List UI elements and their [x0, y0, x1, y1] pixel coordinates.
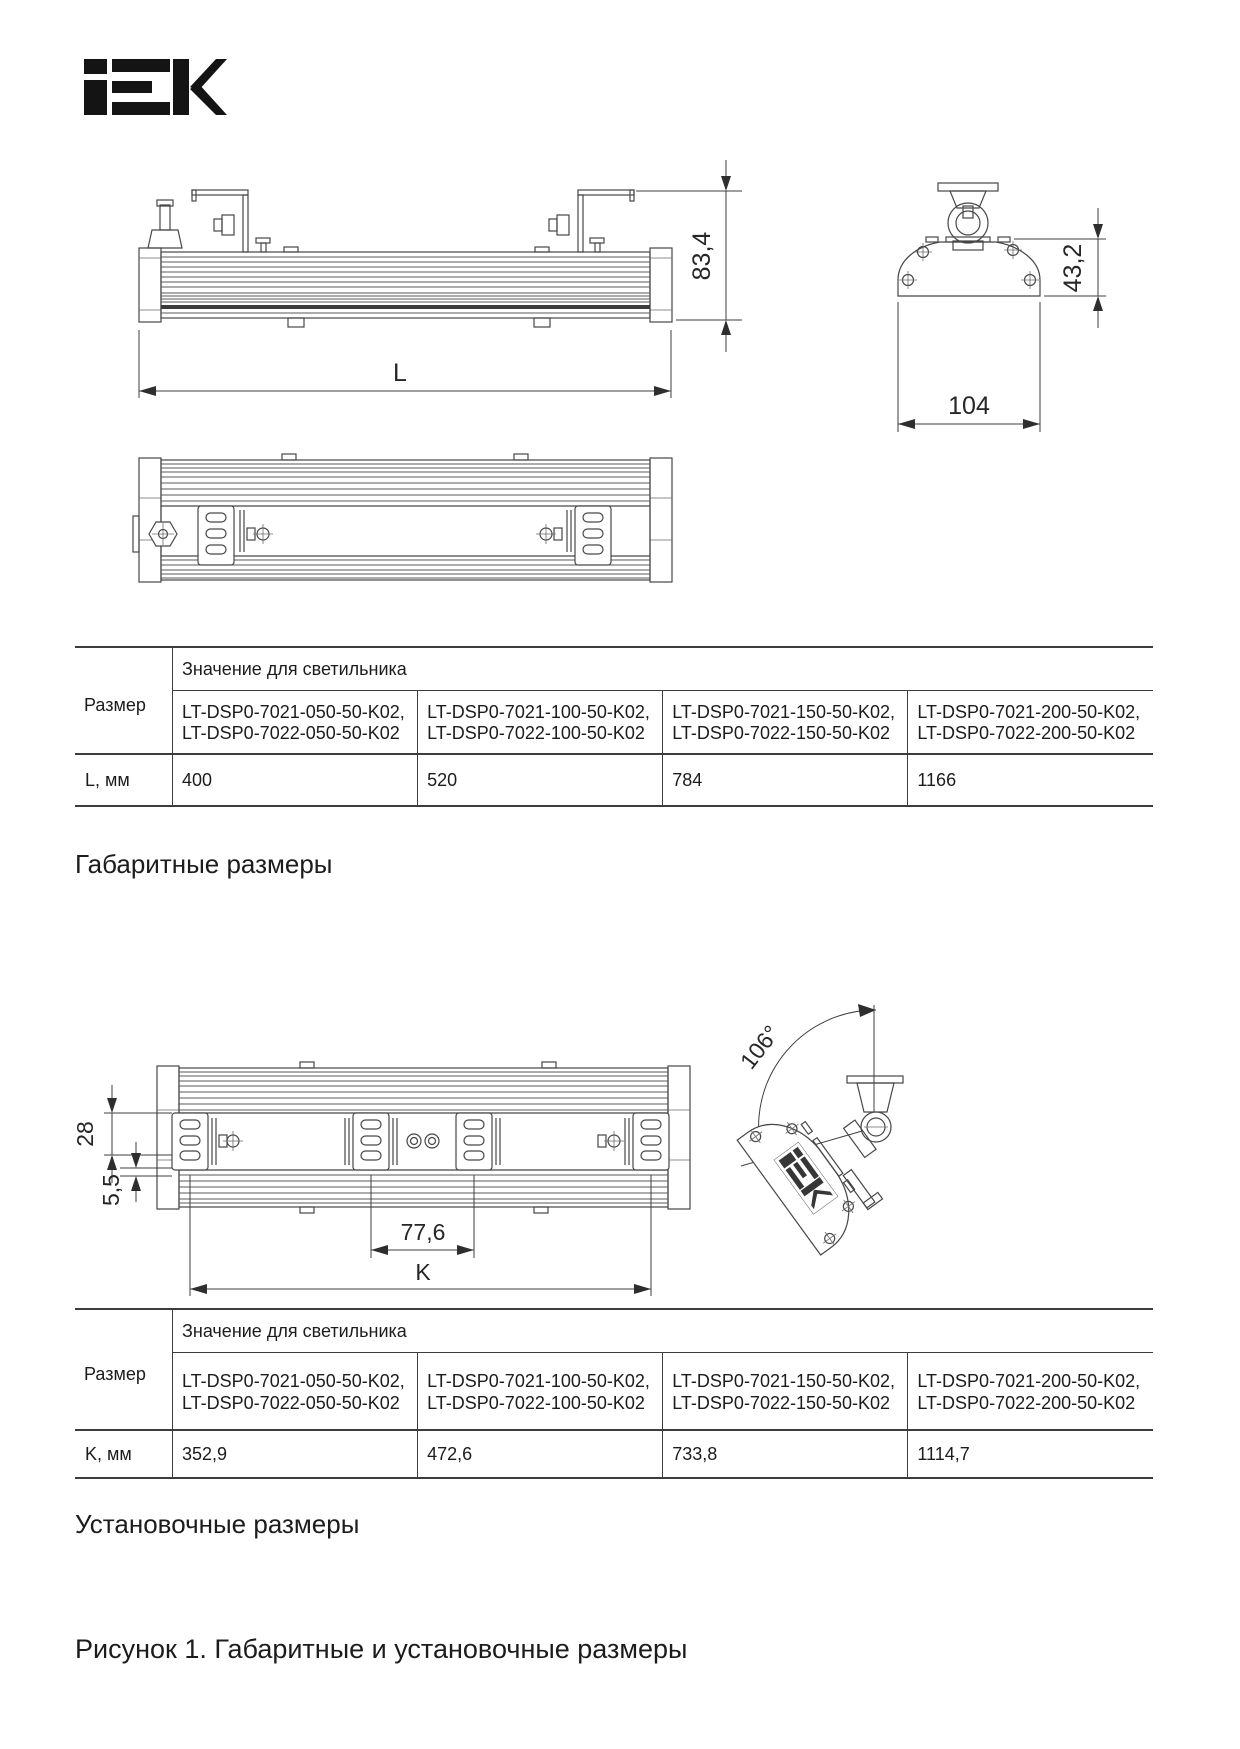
- model-name: LT-DSP0-7022-050-50-K02: [182, 1393, 400, 1413]
- model-column-header: [173, 1353, 418, 1431]
- figure-caption: Рисунок 1. Габаритные и установочные размеры: [75, 1634, 688, 1664]
- model-column-header: [663, 1353, 908, 1431]
- model-name: LT-DSP0-7021-050-50-K02,: [182, 1371, 405, 1391]
- dim-label-5-5: 5,5: [98, 1174, 124, 1206]
- dimension-value: 520: [418, 754, 663, 806]
- model-name: LT-DSP0-7021-150-50-K02,: [672, 702, 896, 722]
- bottom-view-drawing: [133, 454, 672, 582]
- model-name: LT-DSP0-7022-150-50-K02: [672, 1393, 891, 1413]
- model-column-header: [663, 691, 908, 755]
- dim-label-77-6: 77,6: [400, 1219, 446, 1245]
- end-view-drawing: [898, 183, 1106, 432]
- mount-plate: [633, 1113, 669, 1170]
- model-name: LT-DSP0-7021-150-50-K02,: [672, 1371, 896, 1391]
- model-name: LT-DSP0-7021-100-50-K02,: [427, 702, 650, 722]
- value-header-cell: Значение для светильника: [173, 647, 1154, 691]
- mount-plate: [198, 506, 234, 565]
- model-name: LT-DSP0-7021-200-50-K02,: [917, 702, 1141, 722]
- dimension-value: 1114,7: [908, 1430, 1153, 1478]
- size-header-cell: Размер: [75, 1309, 173, 1430]
- dim-label-104: 104: [948, 392, 990, 420]
- dimension-43-2: [1014, 208, 1106, 328]
- dim-label-K: K: [415, 1259, 431, 1285]
- model-name: LT-DSP0-7022-100-50-K02: [427, 1393, 645, 1413]
- dim-label-43-2: 43,2: [1059, 243, 1087, 293]
- dim-label-28: 28: [72, 1121, 98, 1147]
- model-name: LT-DSP0-7022-200-50-K02: [917, 723, 1136, 743]
- dimension-5-5: [98, 1142, 172, 1206]
- dimension-value: 472,6: [418, 1430, 663, 1478]
- model-name: LT-DSP0-7021-200-50-K02,: [917, 1371, 1141, 1391]
- model-name: LT-DSP0-7022-050-50-K02: [182, 723, 400, 743]
- mounting-dimensions-heading: Установочные размеры: [75, 1509, 360, 1539]
- dimension-value: 400: [173, 754, 418, 806]
- dim-label-83-4: 83,4: [688, 231, 716, 281]
- model-column-header: [908, 1353, 1153, 1431]
- dimension-value: 733,8: [663, 1430, 908, 1478]
- overall-dimensions-heading: Габаритные размеры: [75, 849, 333, 879]
- model-column-header: [418, 1353, 663, 1431]
- overall-dimensions-table: [75, 646, 1153, 807]
- tilted-body: [737, 1077, 907, 1255]
- install-view-drawing: [72, 1062, 690, 1296]
- model-column-header: [173, 691, 418, 755]
- dimension-row-label: K, мм: [75, 1430, 173, 1478]
- mount-plate: [172, 1113, 208, 1170]
- value-header-cell: Значение для светильника: [173, 1309, 1154, 1353]
- mounting-dimensions-table: [75, 1308, 1153, 1479]
- model-name: LT-DSP0-7022-200-50-K02: [917, 1393, 1136, 1413]
- dimension-L: [139, 330, 671, 398]
- dimension-value: 784: [663, 754, 908, 806]
- dimension-83-4: [636, 160, 742, 352]
- dimension-value: 1166: [908, 754, 1153, 806]
- model-name: LT-DSP0-7021-100-50-K02,: [427, 1371, 650, 1391]
- dimension-row-label: L, мм: [75, 754, 173, 806]
- tilt-view-drawing: [735, 1004, 907, 1255]
- size-header-cell: Размер: [75, 647, 173, 754]
- mount-plate: [456, 1113, 492, 1170]
- mount-plate: [353, 1113, 389, 1170]
- model-name: LT-DSP0-7022-150-50-K02: [672, 723, 891, 743]
- iek-logo: [84, 59, 227, 115]
- side-bracket-left: [192, 190, 270, 252]
- side-view-drawing: [139, 160, 742, 398]
- dimension-value: 352,9: [173, 1430, 418, 1478]
- mount-plate: [575, 506, 611, 565]
- dim-label-L: L: [393, 359, 407, 387]
- side-bracket-right: [549, 190, 634, 252]
- dimension-104: [898, 302, 1040, 432]
- model-column-header: [418, 691, 663, 755]
- model-column-header: [908, 691, 1153, 755]
- dim-label-106: 106°: [734, 1020, 785, 1074]
- model-name: LT-DSP0-7022-100-50-K02: [427, 723, 645, 743]
- model-name: LT-DSP0-7021-050-50-K02,: [182, 702, 405, 722]
